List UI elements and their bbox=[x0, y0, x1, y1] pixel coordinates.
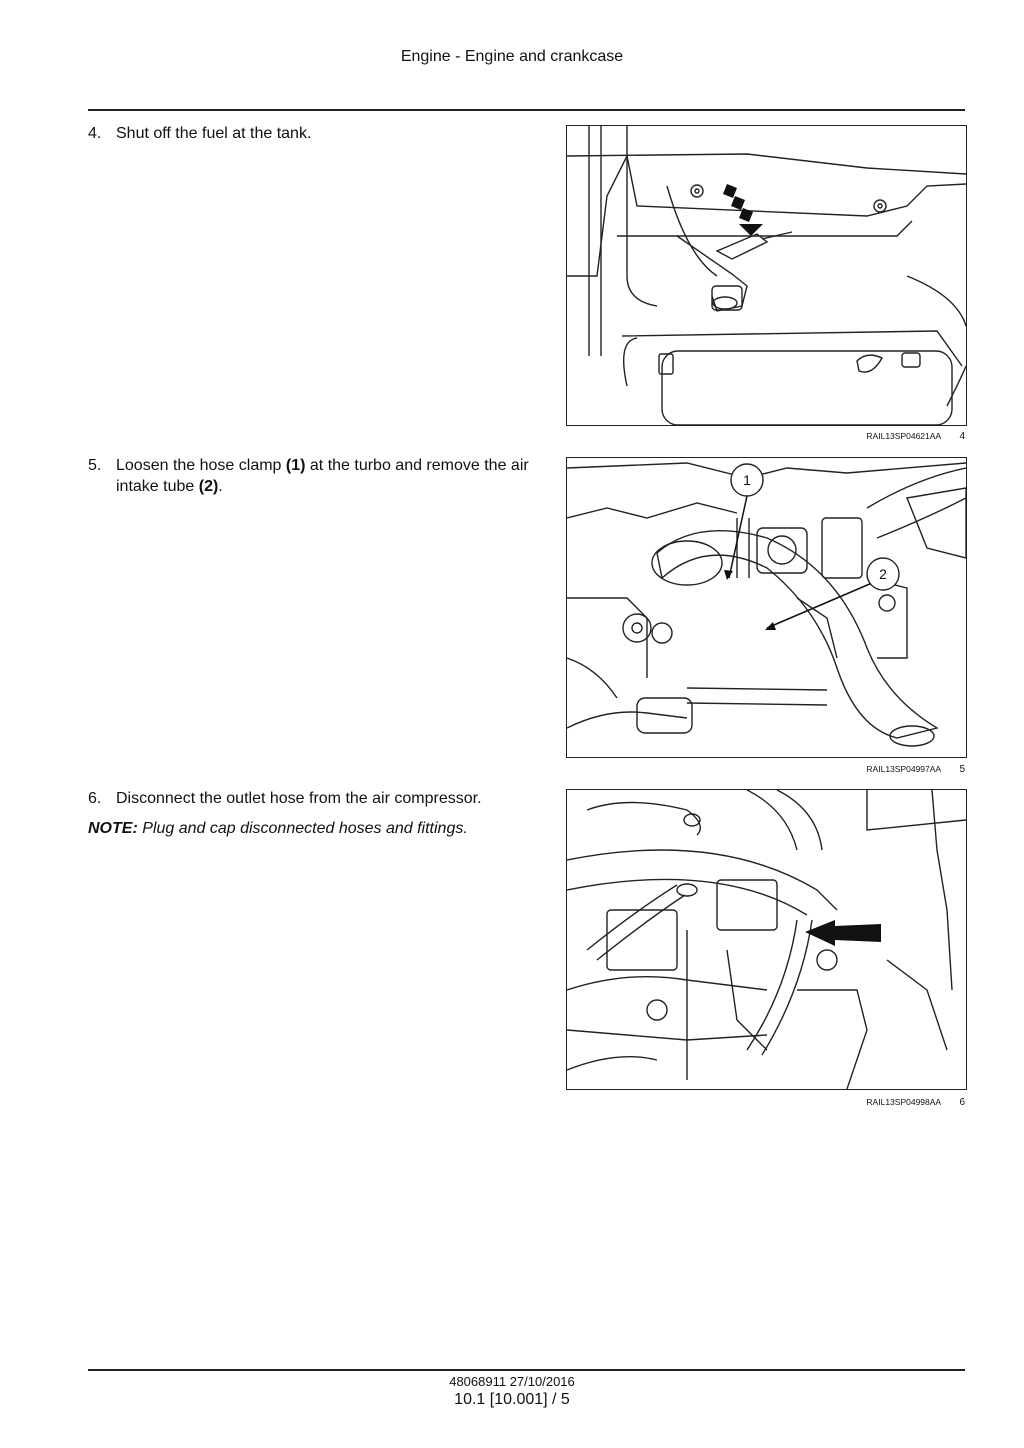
figure-caption bbox=[820, 764, 965, 775]
figure-code: RAIL13SP04997AA bbox=[866, 764, 941, 774]
step-5 bbox=[88, 455, 533, 497]
air-compressor-illustration bbox=[567, 790, 966, 1089]
figure-number: 4 bbox=[959, 431, 965, 442]
callout-ref-2: (2) bbox=[198, 478, 219, 495]
figure-code: RAIL13SP04621AA bbox=[866, 431, 941, 441]
figure-air-compressor bbox=[566, 789, 967, 1090]
figure-code: RAIL13SP04998AA bbox=[866, 1097, 941, 1107]
step-number: 4. bbox=[88, 125, 102, 142]
step-4 bbox=[88, 123, 538, 144]
callout-1: 1 bbox=[743, 472, 751, 488]
note-label: NOTE: bbox=[88, 820, 138, 837]
step-text: Shut off the fuel at the tank. bbox=[116, 125, 312, 142]
figure-caption bbox=[820, 431, 965, 442]
footer-doc-ref: 48068911 27/10/2016 bbox=[449, 1374, 575, 1389]
step-6 bbox=[88, 788, 538, 809]
figure-number: 6 bbox=[959, 1097, 965, 1108]
turbo-illustration bbox=[567, 458, 966, 757]
note-text: Plug and cap disconnected hoses and fittings. bbox=[137, 820, 468, 837]
step-number: 5. bbox=[88, 457, 102, 474]
figure-turbo bbox=[566, 457, 967, 758]
fuel-tank-illustration bbox=[567, 126, 966, 425]
page-header-title: Engine - Engine and crankcase bbox=[400, 48, 624, 65]
footer-rule bbox=[88, 1369, 965, 1371]
step-text: Loosen the hose clamp (1) at the turbo and remove the air intake tube (2). bbox=[116, 457, 529, 495]
figure-caption bbox=[820, 1097, 965, 1108]
footer-page-ref: 10.1 [10.001] / 5 bbox=[454, 1391, 570, 1408]
step-number: 6. bbox=[88, 790, 102, 807]
header-rule bbox=[88, 109, 965, 111]
note bbox=[88, 820, 538, 838]
figure-number: 5 bbox=[959, 764, 965, 775]
step-text: Disconnect the outlet hose from the air compressor. bbox=[116, 790, 482, 807]
figure-fuel-tank bbox=[566, 125, 967, 426]
callout-2: 2 bbox=[879, 566, 887, 582]
callout-ref-1: (1) bbox=[285, 457, 306, 474]
